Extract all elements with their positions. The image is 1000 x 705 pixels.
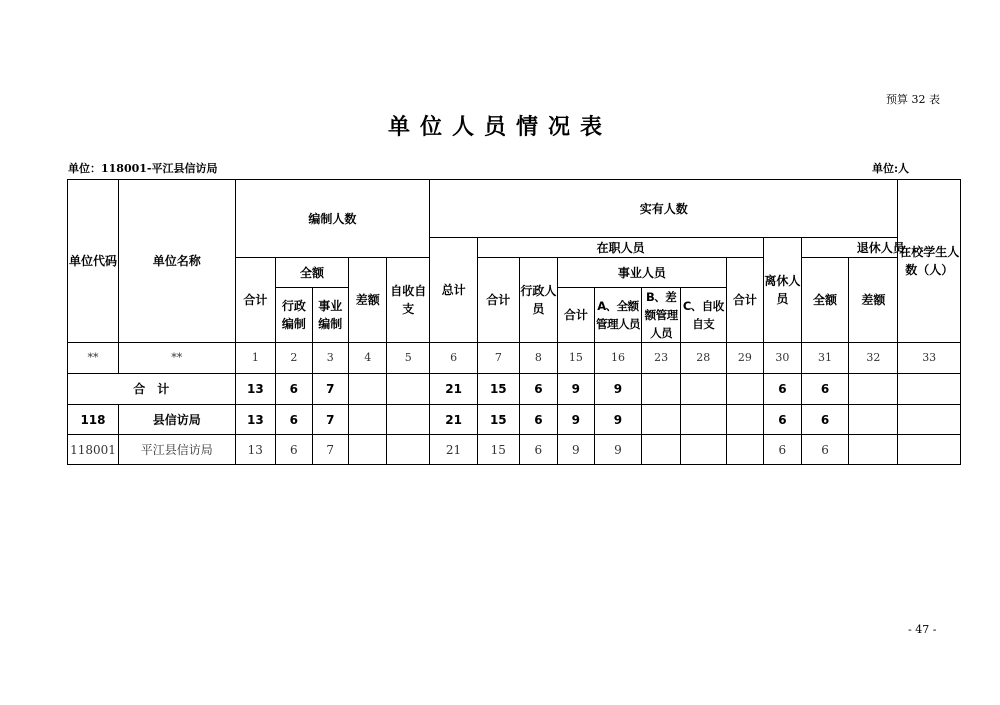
table-cell: 6 bbox=[764, 405, 801, 435]
col-index: 1 bbox=[235, 343, 276, 374]
col-index: 3 bbox=[312, 343, 348, 374]
table-cell bbox=[849, 435, 898, 465]
header-public-inst-subtotal: 合计 bbox=[558, 288, 594, 343]
header-retired-diff: 差额 bbox=[849, 258, 898, 343]
header-full-mgmt: A、全额管理人员 bbox=[594, 288, 642, 343]
table-cell: 9 bbox=[594, 374, 642, 405]
table-cell bbox=[387, 405, 430, 435]
col-index: 31 bbox=[801, 343, 849, 374]
table-cell: 6 bbox=[801, 435, 849, 465]
table-cell bbox=[898, 374, 961, 405]
header-authorized: 编制人数 bbox=[235, 180, 430, 258]
table-cell bbox=[898, 405, 961, 435]
table-cell bbox=[387, 374, 430, 405]
table-cell: 9 bbox=[558, 405, 594, 435]
table-cell: 21 bbox=[430, 405, 478, 435]
row-code: 118001 bbox=[68, 435, 119, 465]
col-index: ** bbox=[68, 343, 119, 374]
page-number: - 47 - bbox=[908, 623, 937, 636]
header-admin-staff: 行政编制 bbox=[276, 288, 312, 343]
header-unit-code: 单位代码 bbox=[68, 180, 119, 343]
table-cell bbox=[898, 435, 961, 465]
table-row bbox=[68, 405, 961, 435]
col-index: 23 bbox=[642, 343, 681, 374]
col-index: 5 bbox=[387, 343, 430, 374]
table-cell bbox=[680, 405, 726, 435]
table-cell: 6 bbox=[519, 405, 558, 435]
table-cell bbox=[642, 435, 681, 465]
table-cell: 6 bbox=[801, 374, 849, 405]
header-admin-personnel: 行政人员 bbox=[519, 258, 558, 343]
header-actual: 实有人数 bbox=[430, 180, 898, 238]
col-index: 2 bbox=[276, 343, 312, 374]
table-cell: 13 bbox=[235, 405, 276, 435]
table-cell: 6 bbox=[764, 374, 801, 405]
col-index: 30 bbox=[764, 343, 801, 374]
row-name: 平江县信访局 bbox=[118, 435, 235, 465]
table-cell: 15 bbox=[478, 374, 520, 405]
form-number: 预算 32 表 bbox=[886, 93, 940, 106]
table-cell: 6 bbox=[801, 405, 849, 435]
table-cell bbox=[726, 405, 763, 435]
table-cell bbox=[642, 374, 681, 405]
header-in-service: 在职人员 bbox=[478, 238, 764, 258]
header-diff-funded: 差额 bbox=[348, 258, 387, 343]
table-cell: 9 bbox=[558, 435, 594, 465]
col-index: 32 bbox=[849, 343, 898, 374]
col-index: 7 bbox=[478, 343, 520, 374]
header-diff-mgmt: B、差额管理人员 bbox=[642, 288, 681, 343]
table-cell: 6 bbox=[276, 435, 312, 465]
reporting-unit: 单位：118001-平江县信访局 bbox=[68, 162, 218, 175]
header-retired-full: 全额 bbox=[801, 258, 849, 343]
header-full-funded: 全额 bbox=[276, 258, 349, 288]
table-row bbox=[68, 435, 961, 465]
header-self-support: C、自收自支 bbox=[680, 288, 726, 343]
row-code: 118 bbox=[68, 405, 119, 435]
header-in-service-subtotal: 合计 bbox=[478, 258, 520, 343]
header-self-funded: 自收自支 bbox=[387, 258, 430, 343]
row-name: 县信访局 bbox=[118, 405, 235, 435]
col-index: 15 bbox=[558, 343, 594, 374]
table-cell bbox=[642, 405, 681, 435]
table-cell: 15 bbox=[478, 405, 520, 435]
table-cell: 7 bbox=[312, 435, 348, 465]
header-students: 在校学生人数（人） bbox=[898, 180, 961, 343]
col-index: 33 bbox=[898, 343, 961, 374]
table-cell bbox=[680, 435, 726, 465]
col-index: ** bbox=[118, 343, 235, 374]
header-total: 总计 bbox=[430, 238, 478, 343]
table-cell bbox=[348, 374, 387, 405]
table-cell bbox=[849, 374, 898, 405]
table-cell bbox=[387, 435, 430, 465]
table-cell: 13 bbox=[235, 374, 276, 405]
table-cell: 6 bbox=[519, 374, 558, 405]
table-cell: 15 bbox=[478, 435, 520, 465]
table-cell: 6 bbox=[276, 405, 312, 435]
header-public-inst-personnel: 事业人员 bbox=[558, 258, 727, 288]
col-index: 4 bbox=[348, 343, 387, 374]
table-cell bbox=[348, 435, 387, 465]
header-authorized-subtotal: 合计 bbox=[235, 258, 276, 343]
table-cell: 7 bbox=[312, 374, 348, 405]
table-cell bbox=[680, 374, 726, 405]
col-index: 8 bbox=[519, 343, 558, 374]
table-cell: 6 bbox=[276, 374, 312, 405]
col-index: 16 bbox=[594, 343, 642, 374]
table-cell: 7 bbox=[312, 405, 348, 435]
table-cell: 9 bbox=[594, 405, 642, 435]
table-cell bbox=[849, 405, 898, 435]
page-title: 单位人员情况表 bbox=[387, 114, 612, 140]
table-row-total bbox=[68, 374, 961, 405]
header-retired-cadre: 离休人员 bbox=[764, 238, 801, 343]
table-cell: 21 bbox=[430, 435, 478, 465]
header-public-inst-staff: 事业编制 bbox=[312, 288, 348, 343]
table-cell: 6 bbox=[519, 435, 558, 465]
header-retired-subtotal: 合计 bbox=[726, 258, 763, 343]
col-index: 6 bbox=[430, 343, 478, 374]
table-cell: 9 bbox=[594, 435, 642, 465]
table-cell bbox=[348, 405, 387, 435]
col-index: 29 bbox=[726, 343, 763, 374]
header-retired: 退休人员 bbox=[801, 238, 960, 258]
header-unit-name: 单位名称 bbox=[118, 180, 235, 343]
table-cell: 9 bbox=[558, 374, 594, 405]
table-cell bbox=[726, 435, 763, 465]
row-label: 合 计 bbox=[68, 374, 236, 405]
table-cell: 6 bbox=[764, 435, 801, 465]
table-cell bbox=[726, 374, 763, 405]
table-cell: 13 bbox=[235, 435, 276, 465]
measure-unit: 单位:人 bbox=[872, 162, 910, 175]
table-cell: 21 bbox=[430, 374, 478, 405]
col-index: 28 bbox=[680, 343, 726, 374]
staff-table bbox=[67, 179, 961, 465]
